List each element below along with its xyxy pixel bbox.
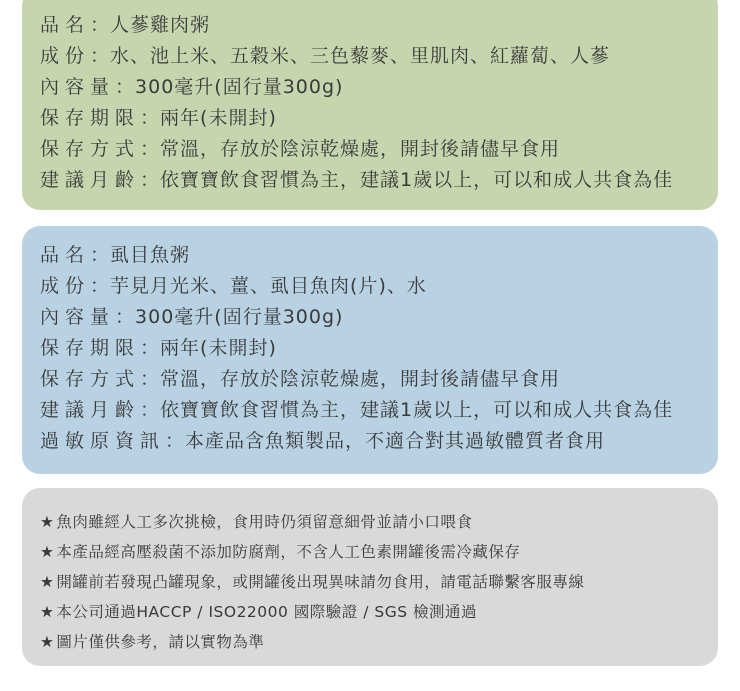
star-icon: ★: [40, 633, 55, 651]
field-value: 依寶寶飲食習慣為主，建議1歲以上，可以和成人共食為佳: [160, 169, 674, 191]
label-separator: ：: [140, 138, 161, 160]
field-label: 保存方式: [40, 138, 141, 160]
label-separator: ：: [90, 14, 111, 36]
note-item: [40, 627, 718, 657]
field-value: 人蔘雞肉粥: [110, 14, 211, 36]
label-separator: ：: [140, 368, 161, 390]
product1-age-row: [40, 165, 718, 196]
note-text: 開罐前若發現凸罐現象，或開罐後出現異味請勿食用，請電話聯繫客服專線: [56, 573, 585, 591]
field-label: 保存期限: [40, 337, 141, 359]
field-label: 建議月齡: [40, 169, 141, 191]
note-item: [40, 507, 718, 537]
product1-volume-row: [40, 72, 718, 103]
star-icon: ★: [40, 603, 55, 621]
product1-shelf-life-row: [40, 103, 718, 134]
product2-storage-row: [40, 364, 718, 395]
product1-info-card: [22, 0, 718, 210]
label-separator: ：: [115, 76, 136, 98]
field-value: 本產品含魚類製品，不適合對其過敏體質者食用: [185, 430, 606, 452]
product2-info-card: [22, 226, 718, 474]
label-separator: ：: [90, 244, 111, 266]
note-text: 魚肉雖經人工多次挑檢，食用時仍須留意細骨並請小口喂食: [56, 513, 473, 531]
note-item: [40, 597, 718, 627]
field-label: 保存方式: [40, 368, 141, 390]
notes-card: [22, 488, 718, 666]
field-value: 兩年(未開封): [160, 107, 277, 129]
field-value: 300毫升(固行量300g): [135, 306, 344, 328]
star-icon: ★: [40, 573, 55, 591]
field-label: 內容量: [40, 76, 116, 98]
field-value: 常溫，存放於陰涼乾燥處，開封後請儘早食用: [160, 368, 561, 390]
product2-ingredients-row: [40, 271, 718, 302]
product1-ingredients-row: [40, 41, 718, 72]
star-icon: ★: [40, 513, 55, 531]
product2-name-row: [40, 240, 718, 271]
field-label: 建議月齡: [40, 399, 141, 421]
note-text: 本產品經高壓殺菌不添加防腐劑，不含人工色素開罐後需冷藏保存: [56, 543, 521, 561]
field-label: 成份: [40, 275, 91, 297]
product1-storage-row: [40, 134, 718, 165]
label-separator: ：: [90, 45, 111, 67]
field-label: 內容量: [40, 306, 116, 328]
field-value: 水、池上米、五穀米、三色藜麥、里肌肉、紅蘿蔔、人蔘: [110, 45, 611, 67]
note-item: [40, 567, 718, 597]
note-text: 圖片僅供參考，請以實物為準: [56, 633, 265, 651]
note-text: 本公司通過HACCP / ISO22000 國際驗證 / SGS 檢測通過: [56, 603, 477, 621]
field-label: 成份: [40, 45, 91, 67]
star-icon: ★: [40, 543, 55, 561]
label-separator: ：: [115, 306, 136, 328]
label-separator: ：: [140, 107, 161, 129]
label-separator: ：: [90, 275, 111, 297]
product2-volume-row: [40, 302, 718, 333]
field-value: 芋見月光米、薑、虱目魚肉(片)、水: [110, 275, 427, 297]
field-label: 品名: [40, 244, 91, 266]
label-separator: ：: [140, 337, 161, 359]
product1-name-row: [40, 10, 718, 41]
field-value: 常溫，存放於陰涼乾燥處，開封後請儘早食用: [160, 138, 561, 160]
field-label: 品名: [40, 14, 91, 36]
product2-age-row: [40, 395, 718, 426]
field-label: 保存期限: [40, 107, 141, 129]
field-value: 依寶寶飲食習慣為主，建議1歲以上，可以和成人共食為佳: [160, 399, 674, 421]
field-value: 兩年(未開封): [160, 337, 277, 359]
field-value: 虱目魚粥: [110, 244, 191, 266]
label-separator: ：: [140, 169, 161, 191]
product2-shelf-life-row: [40, 333, 718, 364]
label-separator: ：: [140, 399, 161, 421]
product2-allergen-row: [40, 426, 718, 457]
label-separator: ：: [165, 430, 186, 452]
field-value: 300毫升(固行量300g): [135, 76, 344, 98]
field-label: 過敏原資訊: [40, 430, 166, 452]
note-item: [40, 537, 718, 567]
